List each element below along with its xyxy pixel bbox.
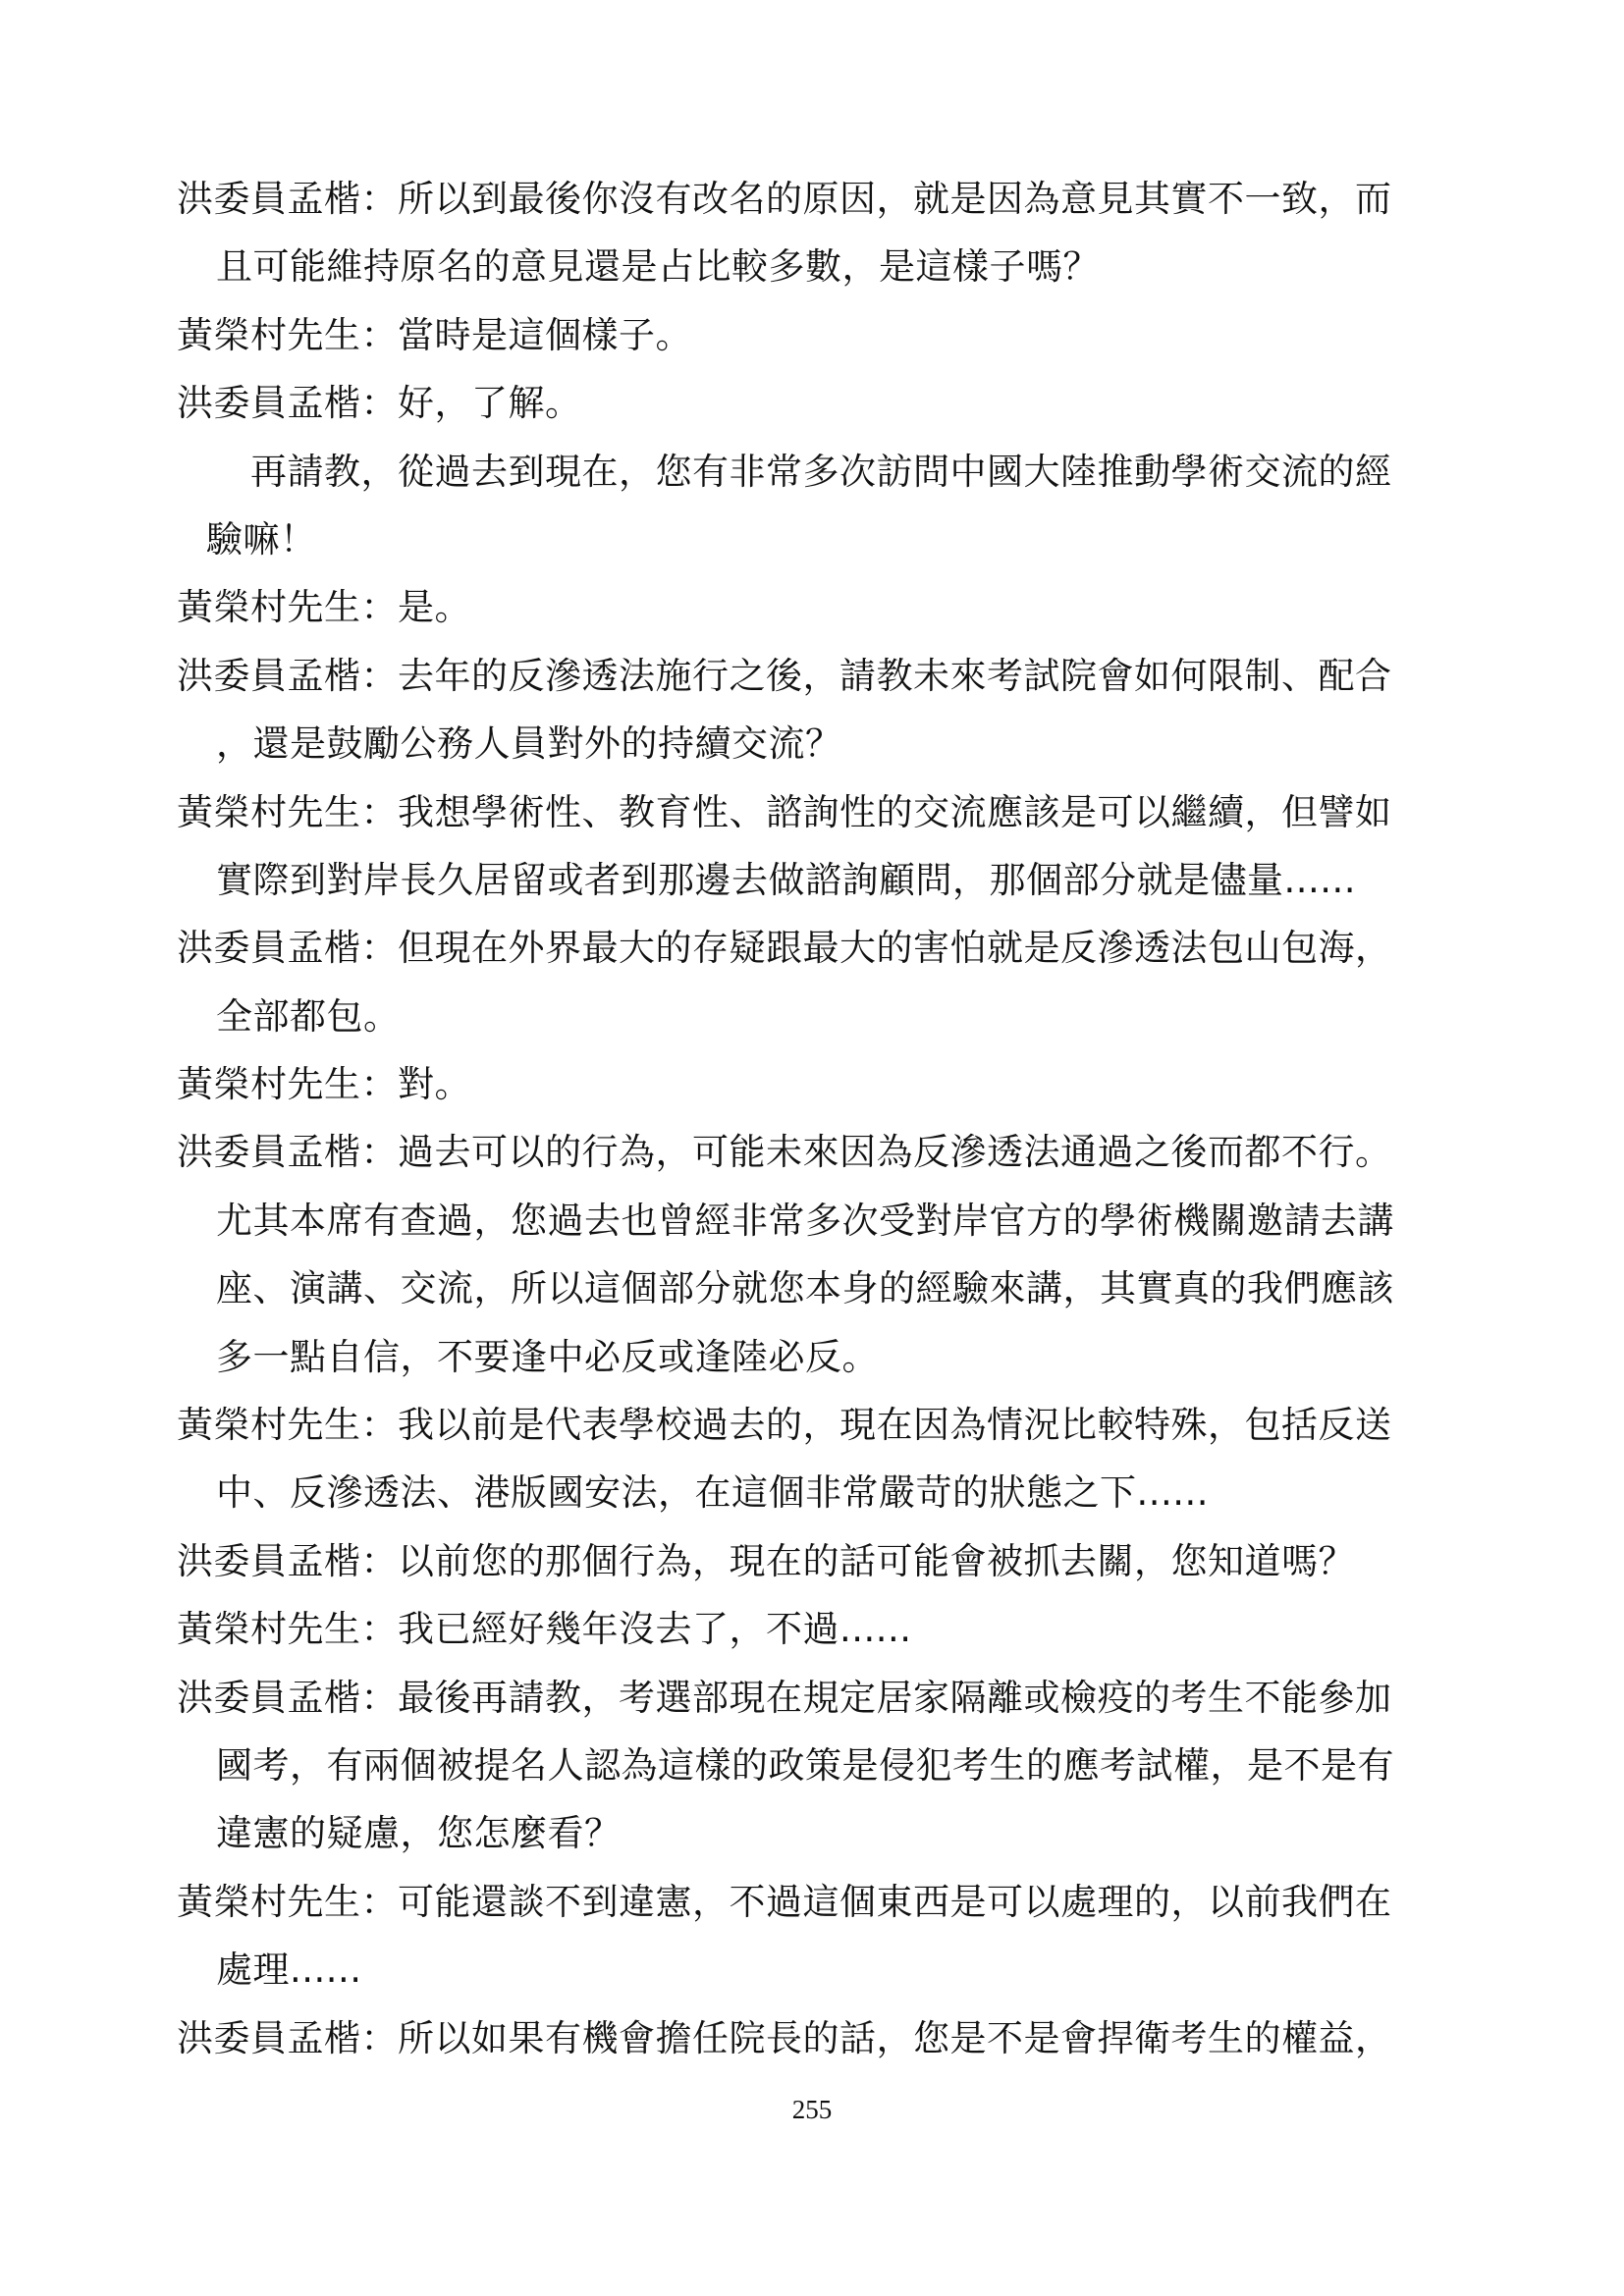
transcript-line: 洪委員孟楷：去年的反滲透法施行之後，請教未來考試院會如何限制、配合: [177, 654, 1392, 697]
transcript-line: 中、反滲透法、港版國安法，在這個非常嚴苛的狀態之下......: [216, 1471, 1210, 1515]
transcript-line: 處理......: [216, 1949, 362, 1992]
transcript-line: 且可能維持原名的意見還是占比較多數，是這樣子嗎？: [216, 245, 1100, 289]
page-number: 255: [791, 2095, 833, 2124]
transcript-line: 尤其本席有查過，您過去也曾經非常多次受對岸官方的學術機關邀請去講: [216, 1199, 1394, 1242]
transcript-line: 座、演講、交流，所以這個部分就您本身的經驗來講，其實真的我們應該: [216, 1267, 1394, 1310]
transcript-line: 洪委員孟楷：最後再請教，考選部現在規定居家隔離或檢疫的考生不能參加: [177, 1676, 1392, 1719]
transcript-line: 洪委員孟楷：好，了解。: [177, 382, 582, 425]
transcript-line: ，還是鼓勵公務人員對外的持續交流？: [216, 722, 842, 766]
transcript-line: 多一點自信，不要逢中必反或逢陸必反。: [216, 1335, 879, 1378]
transcript-line: 驗嘛！: [206, 517, 317, 561]
transcript-line: 黃榮村先生：我已經好幾年沒去了，不過......: [177, 1608, 912, 1651]
transcript-line: 洪委員孟楷：但現在外界最大的存疑跟最大的害怕就是反滲透法包山包海，: [177, 927, 1392, 970]
transcript-line: 再請教，從過去到現在，您有非常多次訪問中國大陸推動學術交流的經: [250, 450, 1392, 493]
transcript-line: 實際到對岸長久居留或者到那邊去做諮詢顧問，那個部分就是儘量......: [216, 858, 1357, 901]
transcript-line: 黃榮村先生：是。: [177, 586, 471, 629]
transcript-line: 黃榮村先生：可能還談不到違憲，不過這個東西是可以處理的，以前我們在: [177, 1880, 1392, 1923]
transcript-line: 洪委員孟楷：過去可以的行為，可能未來因為反滲透法通過之後而都不行。: [177, 1131, 1392, 1174]
transcript-line: 洪委員孟楷：以前您的那個行為，現在的話可能會被抓去關，您知道嗎？: [177, 1539, 1355, 1582]
transcript-line: 黃榮村先生：當時是這個樣子。: [177, 313, 692, 356]
transcript-line: 洪委員孟楷：所以如果有機會擔任院長的話，您是不是會捍衛考生的權益，: [177, 2016, 1392, 2059]
transcript-body: [177, 165, 1463, 2072]
transcript-line: 黃榮村先生：我以前是代表學校過去的，現在因為情況比較特殊，包括反送: [177, 1404, 1392, 1447]
transcript-line: 違憲的疑慮，您怎麼看？: [216, 1812, 622, 1855]
transcript-line: 洪委員孟楷：所以到最後你沒有改名的原因，就是因為意見其實不一致，而: [177, 178, 1392, 220]
transcript-line: 黃榮村先生：我想學術性、教育性、諮詢性的交流應該是可以繼續，但譬如: [177, 790, 1392, 833]
transcript-line: 國考，有兩個被提名人認為這樣的政策是侵犯考生的應考試權，是不是有: [216, 1743, 1394, 1787]
transcript-line: 黃榮村先生：對。: [177, 1063, 471, 1106]
transcript-line: 全部都包。: [216, 994, 401, 1038]
